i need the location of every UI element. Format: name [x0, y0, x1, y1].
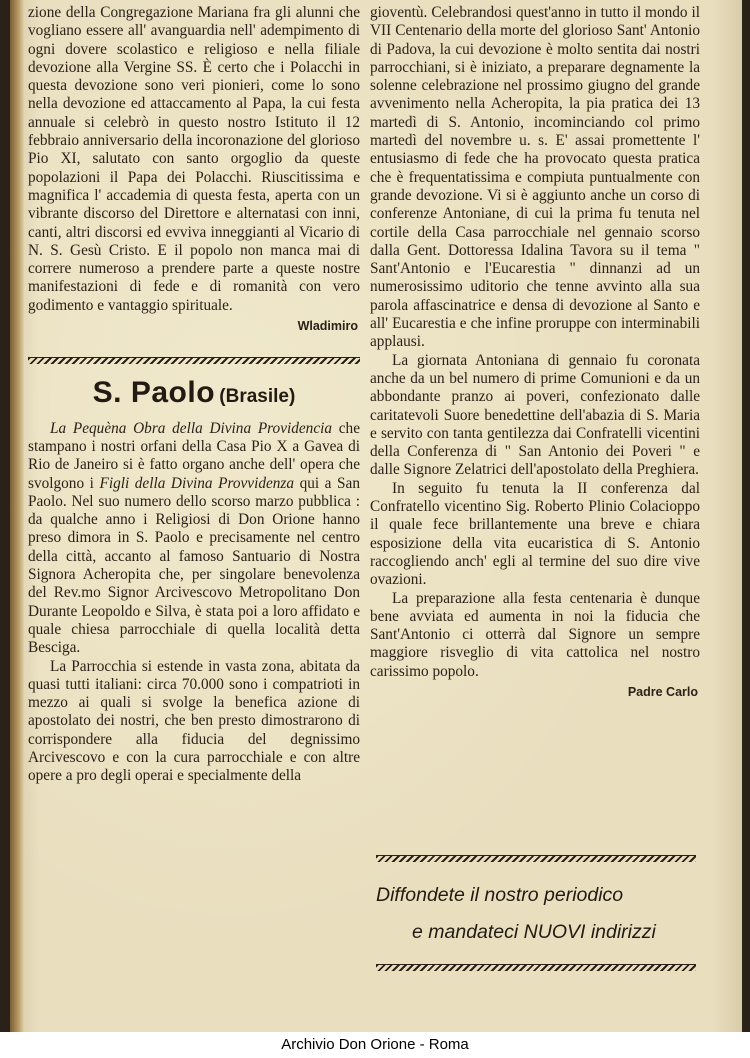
intro-paragraph: zione della Congregazione Mariana fra gli alunni che vogliano essere all' avanguardia nell' adempimento di ogni dovere scolastico e religioso e nella filiale devozione alla Vergine SS. È certo che i Polacchi in questa devozione sono veri pionieri, come lo sono nella devozione ed attaccamento al Papa, la cui festa annuale si celebrò in questo nostro Istituto il 12 febbraio anniversario della incoronazione del glorioso Pio XI, salutato con santo orgoglio da queste popolazioni il Papa dei Polacchi. Riuscitissima e magnifica l' accademia di questa festa, aperta con un vibrante discorso del Direttore e alternatasi con inni, canti, altri discorsi ed evviva inneggianti al Vicario di N. S. Gesù Cristo. E il popolo non manca mai di correre numeroso a prendere parte a queste nostre manifestazioni di fede e di romanità con vero godimento e vantaggio spirituale.: [28, 4, 360, 314]
paragraph-text: che stampano i nostri orfani della Casa Pio X a Gavea di Rio de Janeiro si è fatto organo anche dell' opera che svolgono i: [28, 419, 360, 492]
periodical-name: La Pequèna Obra della Divina Providencia: [50, 419, 333, 437]
paragraph-giornata-antoniana: La giornata Antoniana di gennaio fu coronata anche da un bel numero di prime Comunioni e da un abbondante pranzo ai poveri, confezionato dalle caritatevoli Suore benedettine dell'abazia di S. Maria e servito con tanta gentilezza dai Confratelli vicentini della Conferenza di " San Antonio dei Poveri " e dalle Signore Zelatrici dell'apostolato della Preghiera.: [370, 351, 700, 479]
promo-bottom-divider: [376, 964, 696, 971]
right-column: [370, 4, 700, 701]
paragraph-pequena-obra: [28, 420, 360, 658]
paragraph-centenario: gioventù. Celebrandosi quest'anno in tutto il mondo il VII Centenario della morte del glorioso Sant' Antonio di Padova, la cui devozione è molto sentita dai nostri parrocchiani, si è iniziato, a preparare degnamente la solenne celebrazione nel prossimo giugno del grande avvenimento nella Acheropita, la pia pratica dei 13 martedì di S. Antonio, incominciando col primo martedì del novembre u. s. E' assai promettente l' entusiasmo di fede che ha provocato questa pratica che è frequentatissima e compiuta puntualmente con grande devozione. Vi si è aggiunto anche un corso di conferenze Antoniane, di cui la prima fu tenuta nel cortile della Casa parrocchiale nel gennaio scorso dalla Gent. Dottoressa Idalina Tavora su il tema " Sant'Antonio e l'Eucarestia " dinnanzi ad un numerosissimo uditorio che tenne avvinto alla sua parola affascinatrice e densa di devozione al Santo e all' Eucarestia e che infine proruppe con interminabili applausi.: [370, 4, 700, 351]
binding-spine: [10, 0, 24, 1032]
section-heading: [28, 376, 360, 410]
promo-box: [376, 855, 696, 971]
promo-line-1: Diffondete il nostro periodico: [376, 884, 624, 906]
paragraph-preparazione: La preparazione alla festa centenaria è dunque bene avviata ed aumenta in noi la fiducia che Sant'Antonio ci otterrà dal Signore un sempre maggiore risveglio di vita cattolica nel nostro carissimo popolo.: [370, 589, 700, 680]
section-title: S. Paolo: [92, 376, 216, 410]
paragraph-parrocchia: La Parrocchia si estende in vasta zona, abitata da quasi tutti italiani: circa 70.000 sono i compatrioti in mezzo ai quali si svolge la benefica azione di apostolato dei nostri, che ben presto dimostrarono di corrispondere alla fiducia del degnissimo Arcivescovo e con la cura parrocchiale e con altre opere a pro degli operai e specialmente della: [28, 657, 360, 785]
scanned-page: [10, 0, 742, 1032]
section-subtitle: (Brasile): [219, 386, 296, 408]
left-column: [28, 4, 360, 786]
signature-padre-carlo: Padre Carlo: [627, 684, 698, 699]
promo-line-2: e mandateci NUOVI indirizzi: [412, 921, 656, 943]
signature-wladimiro: Wladimiro: [297, 319, 358, 334]
section-divider: [28, 357, 360, 364]
paragraph-seconda-conferenza: In seguito fu tenuta la II conferenza dal Confratello vicentino Sig. Roberto Plinio Colacioppo il quale fece brillantemente una breve e chiara esposizione della vita eucaristica di S. Antonio raccogliendo anch' egli al termine del suo dire vive ovazioni.: [370, 479, 700, 589]
archive-footer: Archivio Don Orione - Roma: [0, 1032, 750, 1058]
promo-top-divider: [376, 855, 696, 862]
congregation-name: Figli della Divina Provvidenza: [99, 474, 295, 492]
paragraph-text: qui a San Paolo. Nel suo numero dello scorso marzo pubblica : da qualche anno i Religiosi di Don Orione hanno preso dimora in S. Paolo e precisamente nel centro della città, accanto al famoso Santuario di Nostra Signora Acheropita che, per singolare benevolenza del Rev.mo Signor Arcivescovo Metropolitano Don Durante Leopoldo e Silva, è stata poi a loro affidato e quale chiesa parrocchiale di quella località detta Besciga.: [28, 474, 360, 657]
